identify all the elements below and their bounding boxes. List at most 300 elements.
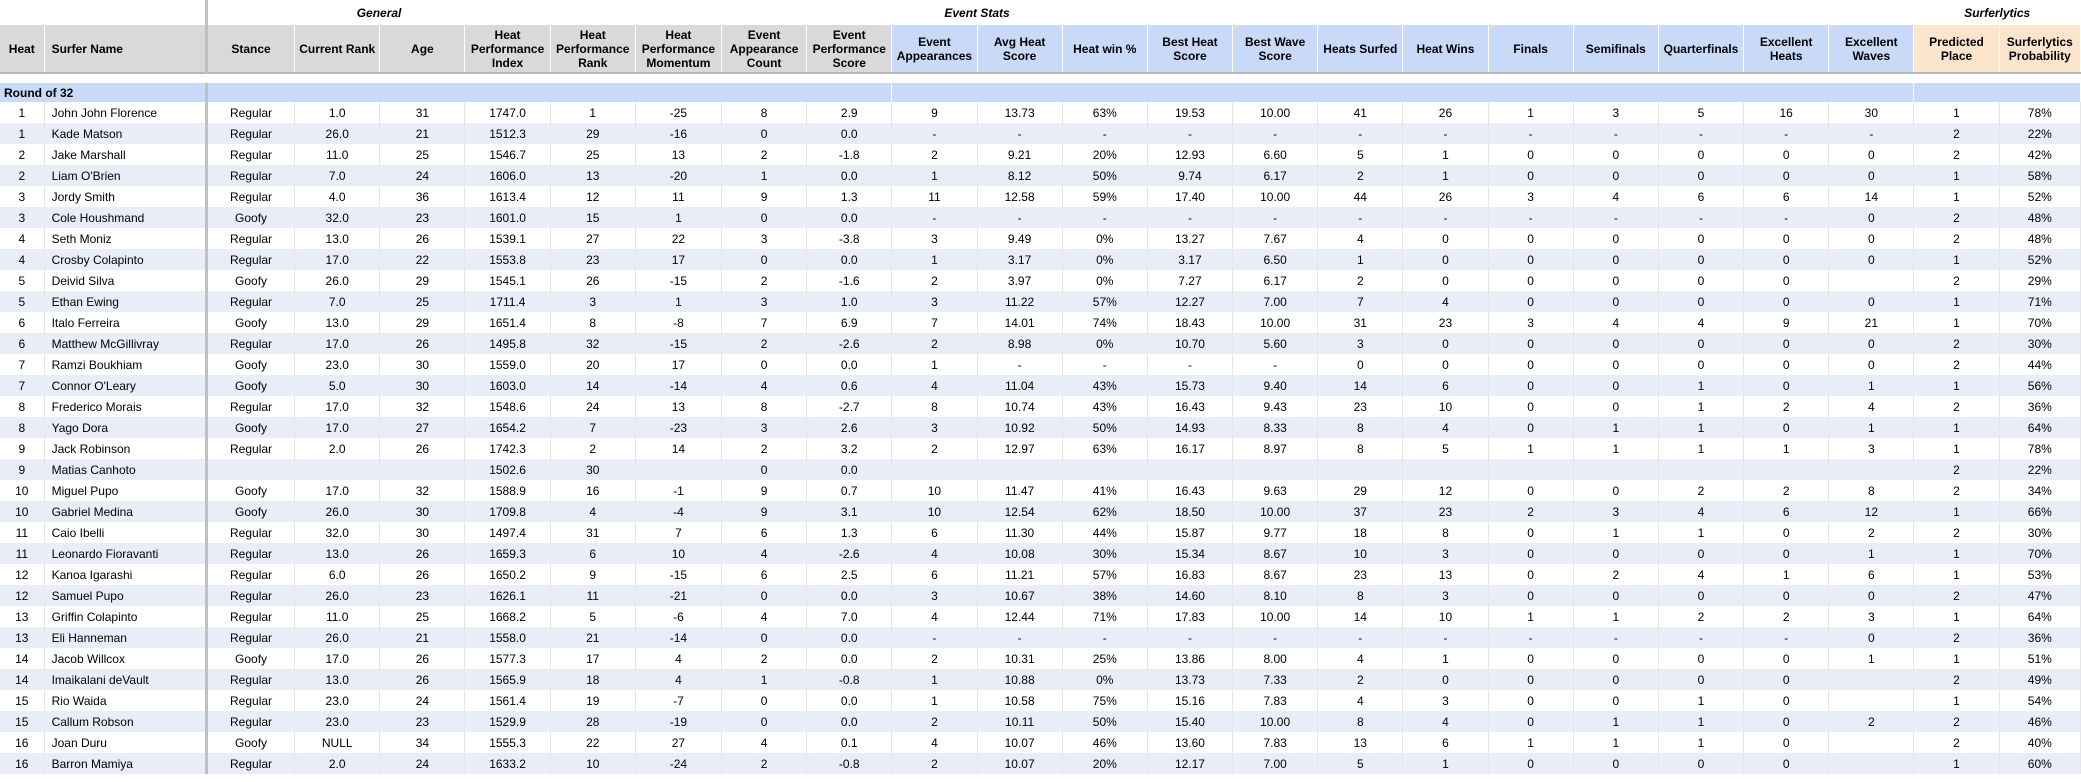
cell-heat-win[interactable]: 63%	[1062, 438, 1147, 459]
cell-heat-win[interactable]: 20%	[1062, 753, 1147, 774]
cell-quarterfinals[interactable]: 0	[1658, 144, 1743, 165]
cell-current-rank[interactable]: 26.0	[295, 501, 380, 522]
cell-excellent-heats[interactable]: 0	[1744, 648, 1829, 669]
cell-quarterfinals[interactable]: 5	[1658, 102, 1743, 123]
cell-heat-performance-momentum[interactable]: 11	[635, 186, 721, 207]
cell-age[interactable]: 25	[380, 606, 465, 627]
cell-surferlytics-probability[interactable]: 22%	[1999, 123, 2080, 144]
cell-semifinals[interactable]	[1573, 459, 1658, 480]
cell-avg-heat-score[interactable]: 13.73	[977, 102, 1062, 123]
cell-current-rank[interactable]: 32.0	[295, 207, 380, 228]
cell-best-heat-score[interactable]: 12.93	[1147, 144, 1232, 165]
cell-best-heat-score[interactable]: 18.43	[1147, 312, 1232, 333]
cell-predicted-place[interactable]: 1	[1914, 438, 1999, 459]
cell-current-rank[interactable]: 26.0	[295, 123, 380, 144]
cell-avg-heat-score[interactable]: 10.11	[977, 711, 1062, 732]
cell-heat-win[interactable]: 43%	[1062, 396, 1147, 417]
cell-stance[interactable]: Goofy	[206, 417, 294, 438]
cell-event-appearance-count[interactable]: 4	[722, 543, 807, 564]
cell-age[interactable]: 24	[380, 753, 465, 774]
cell-best-heat-score[interactable]: 15.16	[1147, 690, 1232, 711]
cell-stance[interactable]: Goofy	[206, 501, 294, 522]
cell-surfer-name[interactable]: Matias Canhoto	[44, 459, 206, 480]
cell-heats-surfed[interactable]: 2	[1318, 165, 1403, 186]
cell-predicted-place[interactable]: 1	[1914, 375, 1999, 396]
cell-best-heat-score[interactable]: 15.73	[1147, 375, 1232, 396]
cell-surferlytics-probability[interactable]: 44%	[1999, 354, 2080, 375]
cell-current-rank[interactable]: NULL	[295, 732, 380, 753]
cell-heats-surfed[interactable]: 8	[1318, 711, 1403, 732]
cell-event-appearances[interactable]: 11	[892, 186, 977, 207]
cell-event-performance-score[interactable]: 6.9	[807, 312, 892, 333]
cell-excellent-heats[interactable]: 6	[1744, 501, 1829, 522]
cell-stance[interactable]: Regular	[206, 627, 294, 648]
cell-stance[interactable]: Regular	[206, 711, 294, 732]
cell-heats-surfed[interactable]: 37	[1318, 501, 1403, 522]
cell-best-heat-score[interactable]: 16.83	[1147, 564, 1232, 585]
cell-heat-performance-rank[interactable]: 22	[550, 732, 635, 753]
cell-current-rank[interactable]: 13.0	[295, 543, 380, 564]
cell-heats-surfed[interactable]: 10	[1318, 543, 1403, 564]
cell-heat-performance-momentum[interactable]: -14	[635, 375, 721, 396]
cell-excellent-heats[interactable]: 0	[1744, 165, 1829, 186]
cell-heat-wins[interactable]: 1	[1403, 144, 1488, 165]
cell-heat-performance-momentum[interactable]: -4	[635, 501, 721, 522]
cell-heat-performance-index[interactable]: 1558.0	[465, 627, 550, 648]
cell-heat-win[interactable]: -	[1062, 123, 1147, 144]
cell-heat-win[interactable]: 0%	[1062, 249, 1147, 270]
cell-surferlytics-probability[interactable]: 71%	[1999, 291, 2080, 312]
cell-finals[interactable]: 1	[1488, 438, 1573, 459]
cell-excellent-waves[interactable]: 6	[1829, 564, 1914, 585]
cell-excellent-heats[interactable]: 0	[1744, 585, 1829, 606]
cell-heat-performance-momentum[interactable]: 13	[635, 396, 721, 417]
cell-heat-performance-rank[interactable]: 11	[550, 585, 635, 606]
cell-heat-wins[interactable]: 4	[1403, 417, 1488, 438]
cell-finals[interactable]: 0	[1488, 270, 1573, 291]
cell-avg-heat-score[interactable]: 10.92	[977, 417, 1062, 438]
cell-surferlytics-probability[interactable]: 56%	[1999, 375, 2080, 396]
cell-surfer-name[interactable]: Jacob Willcox	[44, 648, 206, 669]
cell-event-appearances[interactable]: 2	[892, 333, 977, 354]
cell-heat-performance-index[interactable]: 1742.3	[465, 438, 550, 459]
cell-quarterfinals[interactable]: 1	[1658, 396, 1743, 417]
cell-event-performance-score[interactable]: 1.0	[807, 291, 892, 312]
cell-best-wave-score[interactable]: 9.77	[1233, 522, 1318, 543]
cell-predicted-place[interactable]: 2	[1914, 354, 1999, 375]
cell-excellent-waves[interactable]	[1829, 732, 1914, 753]
cell-heat-win[interactable]: 75%	[1062, 690, 1147, 711]
cell-age[interactable]: 31	[380, 102, 465, 123]
cell-heat[interactable]: 12	[0, 585, 44, 606]
cell-avg-heat-score[interactable]: 12.58	[977, 186, 1062, 207]
cell-event-appearance-count[interactable]: 0	[722, 690, 807, 711]
cell-heat-wins[interactable]: 0	[1403, 669, 1488, 690]
cell-heat[interactable]: 4	[0, 228, 44, 249]
cell-heat-performance-momentum[interactable]: -14	[635, 627, 721, 648]
cell-event-performance-score[interactable]: 0.0	[807, 207, 892, 228]
cell-surfer-name[interactable]: Imaikalani deVault	[44, 669, 206, 690]
cell-semifinals[interactable]: 1	[1573, 606, 1658, 627]
cell-heat[interactable]: 6	[0, 312, 44, 333]
cell-avg-heat-score[interactable]: 11.22	[977, 291, 1062, 312]
cell-avg-heat-score[interactable]: 10.67	[977, 585, 1062, 606]
cell-stance[interactable]: Goofy	[206, 648, 294, 669]
cell-avg-heat-score[interactable]: 10.74	[977, 396, 1062, 417]
cell-heat-win[interactable]: 38%	[1062, 585, 1147, 606]
cell-best-heat-score[interactable]: 14.60	[1147, 585, 1232, 606]
cell-event-appearances[interactable]: 1	[892, 249, 977, 270]
cell-quarterfinals[interactable]: 0	[1658, 249, 1743, 270]
cell-quarterfinals[interactable]: 0	[1658, 165, 1743, 186]
cell-age[interactable]: 29	[380, 312, 465, 333]
cell-current-rank[interactable]: 32.0	[295, 522, 380, 543]
cell-avg-heat-score[interactable]	[977, 459, 1062, 480]
cell-heat-performance-rank[interactable]: 23	[550, 249, 635, 270]
cell-event-appearances[interactable]: 1	[892, 669, 977, 690]
cell-quarterfinals[interactable]: 4	[1658, 564, 1743, 585]
cell-finals[interactable]: 0	[1488, 585, 1573, 606]
cell-event-performance-score[interactable]: 0.0	[807, 123, 892, 144]
cell-event-appearances[interactable]	[892, 459, 977, 480]
cell-surfer-name[interactable]: Jordy Smith	[44, 186, 206, 207]
cell-avg-heat-score[interactable]: 8.98	[977, 333, 1062, 354]
cell-heat[interactable]: 7	[0, 354, 44, 375]
column-header-finals[interactable]: Finals	[1488, 25, 1573, 73]
cell-heat-performance-momentum[interactable]: 7	[635, 522, 721, 543]
cell-age[interactable]: 36	[380, 186, 465, 207]
cell-heat-wins[interactable]: 0	[1403, 333, 1488, 354]
column-header-heat-performance-index[interactable]: Heat Performance Index	[465, 25, 550, 73]
cell-finals[interactable]: 0	[1488, 291, 1573, 312]
cell-heat[interactable]: 9	[0, 459, 44, 480]
cell-heat-win[interactable]: 57%	[1062, 291, 1147, 312]
cell-quarterfinals[interactable]: 0	[1658, 333, 1743, 354]
cell-semifinals[interactable]: 0	[1573, 480, 1658, 501]
cell-best-wave-score[interactable]: -	[1233, 627, 1318, 648]
cell-event-appearances[interactable]: 2	[892, 270, 977, 291]
cell-heat[interactable]: 3	[0, 207, 44, 228]
cell-heat-performance-index[interactable]: 1497.4	[465, 522, 550, 543]
cell-heat-wins[interactable]: 0	[1403, 249, 1488, 270]
cell-heat-performance-rank[interactable]: 29	[550, 123, 635, 144]
cell-heat-performance-momentum[interactable]: 22	[635, 228, 721, 249]
cell-stance[interactable]	[206, 459, 294, 480]
cell-best-heat-score[interactable]: 7.27	[1147, 270, 1232, 291]
cell-event-appearance-count[interactable]: 7	[722, 312, 807, 333]
cell-event-appearances[interactable]: 4	[892, 543, 977, 564]
cell-heat-wins[interactable]: 26	[1403, 186, 1488, 207]
cell-heat-performance-index[interactable]: 1539.1	[465, 228, 550, 249]
cell-age[interactable]: 26	[380, 669, 465, 690]
cell-best-wave-score[interactable]: -	[1233, 207, 1318, 228]
cell-heat-wins[interactable]: 0	[1403, 270, 1488, 291]
cell-age[interactable]: 32	[380, 480, 465, 501]
cell-stance[interactable]: Regular	[206, 123, 294, 144]
cell-event-appearance-count[interactable]: 9	[722, 186, 807, 207]
cell-excellent-heats[interactable]: 0	[1744, 144, 1829, 165]
cell-heat-performance-rank[interactable]: 12	[550, 186, 635, 207]
cell-avg-heat-score[interactable]: 11.04	[977, 375, 1062, 396]
cell-semifinals[interactable]: 0	[1573, 669, 1658, 690]
cell-event-appearance-count[interactable]: 9	[722, 480, 807, 501]
cell-heat[interactable]: 5	[0, 291, 44, 312]
cell-heat-performance-index[interactable]: 1561.4	[465, 690, 550, 711]
cell-stance[interactable]: Goofy	[206, 312, 294, 333]
cell-event-performance-score[interactable]: 0.0	[807, 249, 892, 270]
cell-event-appearance-count[interactable]: 0	[722, 354, 807, 375]
cell-semifinals[interactable]: 0	[1573, 354, 1658, 375]
cell-age[interactable]: 26	[380, 543, 465, 564]
column-header-event-appearance-count[interactable]: Event Appearance Count	[722, 25, 807, 73]
cell-event-appearance-count[interactable]: 2	[722, 270, 807, 291]
cell-surferlytics-probability[interactable]: 34%	[1999, 480, 2080, 501]
cell-semifinals[interactable]: 3	[1573, 102, 1658, 123]
cell-stance[interactable]: Goofy	[206, 732, 294, 753]
cell-surfer-name[interactable]: Connor O'Leary	[44, 375, 206, 396]
cell-age[interactable]: 23	[380, 207, 465, 228]
cell-best-heat-score[interactable]: 16.17	[1147, 438, 1232, 459]
cell-excellent-waves[interactable]	[1829, 753, 1914, 774]
cell-event-appearances[interactable]: 2	[892, 144, 977, 165]
cell-surferlytics-probability[interactable]: 49%	[1999, 669, 2080, 690]
cell-heats-surfed[interactable]: -	[1318, 627, 1403, 648]
cell-heat-performance-index[interactable]: 1529.9	[465, 711, 550, 732]
cell-excellent-waves[interactable]: 1	[1829, 417, 1914, 438]
cell-finals[interactable]: 3	[1488, 186, 1573, 207]
cell-surferlytics-probability[interactable]: 78%	[1999, 438, 2080, 459]
cell-surferlytics-probability[interactable]: 70%	[1999, 543, 2080, 564]
cell-heat[interactable]: 13	[0, 606, 44, 627]
cell-heat-performance-index[interactable]: 1548.6	[465, 396, 550, 417]
cell-quarterfinals[interactable]: 0	[1658, 270, 1743, 291]
cell-heat-win[interactable]: 46%	[1062, 732, 1147, 753]
cell-heat-performance-index[interactable]: 1603.0	[465, 375, 550, 396]
cell-best-heat-score[interactable]: 12.27	[1147, 291, 1232, 312]
cell-best-heat-score[interactable]: -	[1147, 354, 1232, 375]
column-header-quarterfinals[interactable]: Quarterfinals	[1658, 25, 1743, 73]
cell-event-appearance-count[interactable]: 0	[722, 123, 807, 144]
column-header-surfer-name[interactable]: Surfer Name	[44, 25, 206, 73]
cell-surferlytics-probability[interactable]: 54%	[1999, 690, 2080, 711]
cell-excellent-waves[interactable]	[1829, 690, 1914, 711]
cell-excellent-waves[interactable]: 3	[1829, 606, 1914, 627]
cell-heat-wins[interactable]: 1	[1403, 165, 1488, 186]
cell-predicted-place[interactable]: 1	[1914, 165, 1999, 186]
column-header-heat[interactable]: Heat	[0, 25, 44, 73]
cell-event-appearances[interactable]: -	[892, 627, 977, 648]
cell-heats-surfed[interactable]: 0	[1318, 354, 1403, 375]
cell-current-rank[interactable]: 5.0	[295, 375, 380, 396]
cell-event-appearances[interactable]: 4	[892, 732, 977, 753]
cell-avg-heat-score[interactable]: -	[977, 207, 1062, 228]
column-header-heat-performance-rank[interactable]: Heat Performance Rank	[550, 25, 635, 73]
cell-heat-performance-momentum[interactable]: -21	[635, 585, 721, 606]
cell-heats-surfed[interactable]: 18	[1318, 522, 1403, 543]
cell-stance[interactable]: Regular	[206, 753, 294, 774]
cell-heat-win[interactable]: 41%	[1062, 480, 1147, 501]
cell-surfer-name[interactable]: John John Florence	[44, 102, 206, 123]
cell-heat-wins[interactable]: 3	[1403, 690, 1488, 711]
cell-surfer-name[interactable]: Gabriel Medina	[44, 501, 206, 522]
cell-heat-performance-momentum[interactable]: 13	[635, 144, 721, 165]
cell-surferlytics-probability[interactable]: 36%	[1999, 396, 2080, 417]
cell-current-rank[interactable]: 17.0	[295, 396, 380, 417]
cell-quarterfinals[interactable]: 1	[1658, 375, 1743, 396]
cell-heat[interactable]: 15	[0, 690, 44, 711]
cell-quarterfinals[interactable]: 1	[1658, 732, 1743, 753]
cell-avg-heat-score[interactable]: 10.07	[977, 732, 1062, 753]
cell-finals[interactable]: 0	[1488, 480, 1573, 501]
cell-surfer-name[interactable]: Leonardo Fioravanti	[44, 543, 206, 564]
cell-stance[interactable]: Goofy	[206, 270, 294, 291]
cell-surfer-name[interactable]: Italo Ferreira	[44, 312, 206, 333]
cell-heat-win[interactable]: 0%	[1062, 333, 1147, 354]
cell-surferlytics-probability[interactable]: 52%	[1999, 186, 2080, 207]
cell-avg-heat-score[interactable]: 9.49	[977, 228, 1062, 249]
cell-heat-performance-momentum[interactable]: 17	[635, 354, 721, 375]
cell-semifinals[interactable]: 0	[1573, 270, 1658, 291]
cell-quarterfinals[interactable]: 0	[1658, 543, 1743, 564]
cell-heat-win[interactable]: 25%	[1062, 648, 1147, 669]
cell-heat-performance-index[interactable]: 1650.2	[465, 564, 550, 585]
cell-best-wave-score[interactable]: 8.67	[1233, 543, 1318, 564]
cell-heat-performance-momentum[interactable]: 14	[635, 438, 721, 459]
cell-surferlytics-probability[interactable]: 30%	[1999, 522, 2080, 543]
cell-best-wave-score[interactable]: 9.63	[1233, 480, 1318, 501]
cell-heat-performance-momentum[interactable]: -15	[635, 564, 721, 585]
cell-avg-heat-score[interactable]: 10.07	[977, 753, 1062, 774]
cell-finals[interactable]: 0	[1488, 333, 1573, 354]
cell-heat-wins[interactable]: 1	[1403, 648, 1488, 669]
cell-semifinals[interactable]: -	[1573, 123, 1658, 144]
cell-event-performance-score[interactable]: 3.1	[807, 501, 892, 522]
cell-best-wave-score[interactable]: 8.00	[1233, 648, 1318, 669]
cell-avg-heat-score[interactable]: 9.21	[977, 144, 1062, 165]
cell-quarterfinals[interactable]: 0	[1658, 354, 1743, 375]
cell-surferlytics-probability[interactable]: 78%	[1999, 102, 2080, 123]
cell-best-wave-score[interactable]: 7.67	[1233, 228, 1318, 249]
cell-avg-heat-score[interactable]: 10.31	[977, 648, 1062, 669]
cell-semifinals[interactable]: 2	[1573, 564, 1658, 585]
cell-finals[interactable]: 1	[1488, 102, 1573, 123]
cell-age[interactable]: 30	[380, 501, 465, 522]
cell-heats-surfed[interactable]: 29	[1318, 480, 1403, 501]
cell-event-appearances[interactable]: 8	[892, 396, 977, 417]
cell-excellent-heats[interactable]: 2	[1744, 480, 1829, 501]
cell-heat-performance-index[interactable]: 1633.2	[465, 753, 550, 774]
cell-event-performance-score[interactable]: 0.0	[807, 627, 892, 648]
cell-best-wave-score[interactable]: 6.50	[1233, 249, 1318, 270]
cell-best-heat-score[interactable]: 15.34	[1147, 543, 1232, 564]
cell-stance[interactable]: Goofy	[206, 375, 294, 396]
cell-best-heat-score[interactable]: 15.40	[1147, 711, 1232, 732]
cell-best-heat-score[interactable]: 13.86	[1147, 648, 1232, 669]
cell-best-wave-score[interactable]: 10.00	[1233, 711, 1318, 732]
cell-heat-performance-rank[interactable]: 13	[550, 165, 635, 186]
cell-best-heat-score[interactable]: 13.73	[1147, 669, 1232, 690]
cell-surferlytics-probability[interactable]: 46%	[1999, 711, 2080, 732]
cell-surferlytics-probability[interactable]: 64%	[1999, 606, 2080, 627]
cell-excellent-waves[interactable]: 0	[1829, 228, 1914, 249]
cell-surfer-name[interactable]: Crosby Colapinto	[44, 249, 206, 270]
cell-heat[interactable]: 9	[0, 438, 44, 459]
cell-stance[interactable]: Regular	[206, 564, 294, 585]
cell-heat-win[interactable]: 0%	[1062, 270, 1147, 291]
cell-surferlytics-probability[interactable]: 58%	[1999, 165, 2080, 186]
cell-heat-win[interactable]: 74%	[1062, 312, 1147, 333]
cell-heat-wins[interactable]: 23	[1403, 501, 1488, 522]
column-header-best-heat-score[interactable]: Best Heat Score	[1147, 25, 1232, 73]
cell-stance[interactable]: Regular	[206, 291, 294, 312]
cell-event-appearances[interactable]: 6	[892, 522, 977, 543]
cell-surfer-name[interactable]: Joan Duru	[44, 732, 206, 753]
column-header-stance[interactable]: Stance	[206, 25, 294, 73]
cell-excellent-waves[interactable]: 2	[1829, 522, 1914, 543]
cell-current-rank[interactable]: 17.0	[295, 480, 380, 501]
cell-avg-heat-score[interactable]: 3.17	[977, 249, 1062, 270]
cell-finals[interactable]	[1488, 459, 1573, 480]
cell-event-performance-score[interactable]: -2.6	[807, 543, 892, 564]
cell-heats-surfed[interactable]: 31	[1318, 312, 1403, 333]
cell-surferlytics-probability[interactable]: 30%	[1999, 333, 2080, 354]
cell-finals[interactable]: 0	[1488, 396, 1573, 417]
cell-excellent-waves[interactable]	[1829, 459, 1914, 480]
cell-current-rank[interactable]: 6.0	[295, 564, 380, 585]
cell-current-rank[interactable]: 17.0	[295, 249, 380, 270]
cell-event-appearance-count[interactable]: 2	[722, 438, 807, 459]
cell-surferlytics-probability[interactable]: 52%	[1999, 249, 2080, 270]
cell-heats-surfed[interactable]: 13	[1318, 732, 1403, 753]
cell-event-appearances[interactable]: 2	[892, 648, 977, 669]
cell-heat[interactable]: 8	[0, 396, 44, 417]
cell-heat-performance-momentum[interactable]: -23	[635, 417, 721, 438]
cell-quarterfinals[interactable]: 0	[1658, 753, 1743, 774]
cell-predicted-place[interactable]: 2	[1914, 144, 1999, 165]
cell-predicted-place[interactable]: 2	[1914, 228, 1999, 249]
cell-heat-win[interactable]: 63%	[1062, 102, 1147, 123]
cell-heat[interactable]: 16	[0, 753, 44, 774]
cell-event-appearance-count[interactable]: 0	[722, 207, 807, 228]
cell-event-performance-score[interactable]: 0.0	[807, 648, 892, 669]
cell-heat-wins[interactable]: 3	[1403, 543, 1488, 564]
cell-age[interactable]: 27	[380, 417, 465, 438]
cell-heat-wins[interactable]: 1	[1403, 753, 1488, 774]
cell-heat-performance-index[interactable]: 1613.4	[465, 186, 550, 207]
cell-predicted-place[interactable]: 1	[1914, 291, 1999, 312]
cell-event-appearance-count[interactable]: 2	[722, 648, 807, 669]
cell-finals[interactable]: 0	[1488, 249, 1573, 270]
cell-heat-performance-rank[interactable]: 8	[550, 312, 635, 333]
cell-heat[interactable]: 13	[0, 627, 44, 648]
cell-excellent-heats[interactable]: 9	[1744, 312, 1829, 333]
cell-age[interactable]: 32	[380, 396, 465, 417]
cell-excellent-heats[interactable]: 0	[1744, 249, 1829, 270]
cell-age[interactable]: 26	[380, 564, 465, 585]
cell-surferlytics-probability[interactable]: 48%	[1999, 207, 2080, 228]
cell-heat-performance-index[interactable]: 1659.3	[465, 543, 550, 564]
cell-excellent-waves[interactable]: 2	[1829, 711, 1914, 732]
cell-best-heat-score[interactable]: 12.17	[1147, 753, 1232, 774]
cell-predicted-place[interactable]: 2	[1914, 459, 1999, 480]
cell-surfer-name[interactable]: Cole Houshmand	[44, 207, 206, 228]
cell-heat-wins[interactable]: 10	[1403, 396, 1488, 417]
cell-heat-win[interactable]: 20%	[1062, 144, 1147, 165]
cell-best-heat-score[interactable]: 13.27	[1147, 228, 1232, 249]
cell-heats-surfed[interactable]: 4	[1318, 690, 1403, 711]
cell-semifinals[interactable]: 1	[1573, 438, 1658, 459]
column-header-excellent-heats[interactable]: Excellent Heats	[1744, 25, 1829, 73]
